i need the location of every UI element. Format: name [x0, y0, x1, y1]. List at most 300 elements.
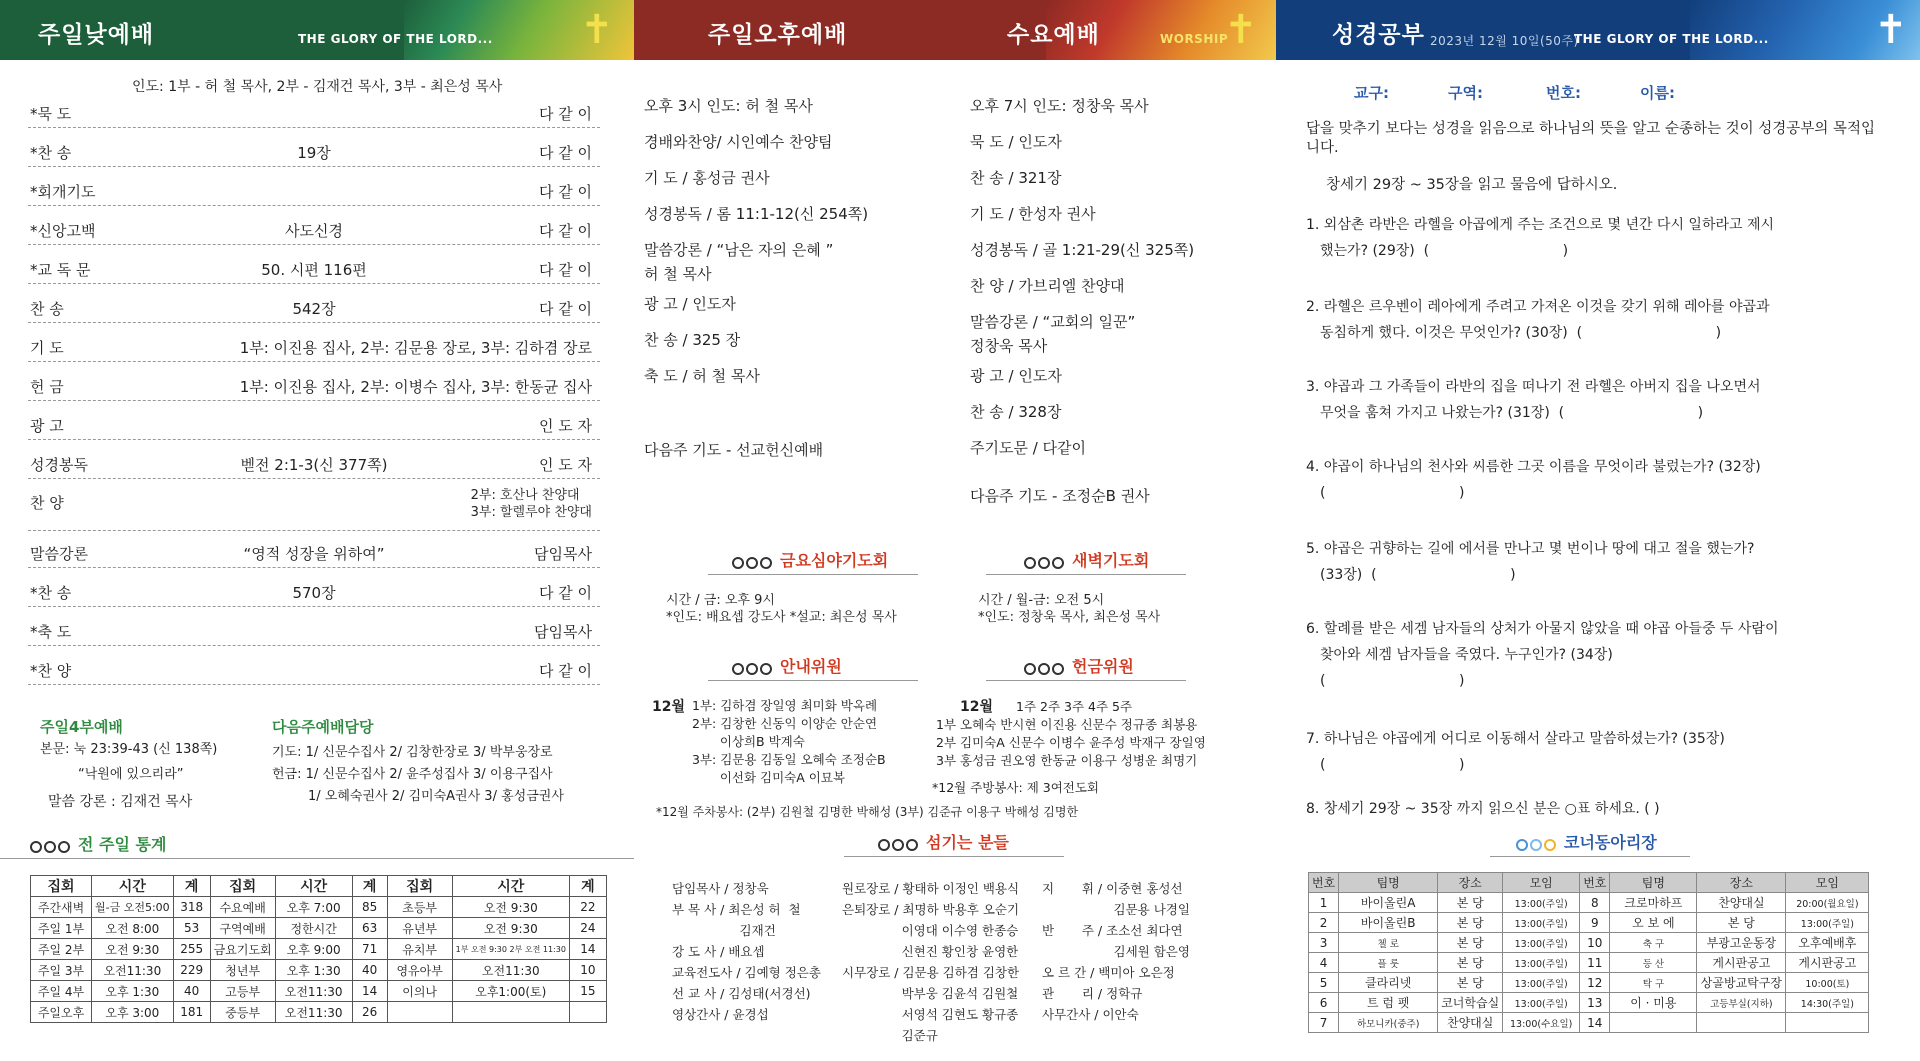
list-item: 주기도문 / 다같이 — [970, 439, 1087, 457]
stats-cell: 40 — [352, 960, 387, 981]
list-item: 김세원 함은영 — [1042, 944, 1190, 959]
order-row — [28, 292, 600, 323]
club-cell: 20:00(월요일) — [1786, 893, 1869, 913]
list-item: 선 교 사 / 김성태(서경선) — [672, 986, 811, 1001]
question-item — [1306, 796, 1896, 822]
list-item: 찬 송 / 325 장 — [644, 331, 741, 349]
order-item-name: *신앙고백 — [30, 222, 96, 240]
club-cell: 14:30(주일) — [1786, 993, 1869, 1013]
fourth-service-text: 본문: 눅 23:39-43 (신 138쪽) — [40, 742, 218, 757]
club-header-cell: 장소 — [1438, 873, 1503, 893]
club-cell: 본 당 — [1438, 953, 1503, 973]
cross-icon: ✝ — [1874, 7, 1908, 53]
table-row — [31, 960, 607, 981]
bible-study-banner — [1276, 0, 1920, 60]
order-item-detail: 542장 — [292, 300, 336, 318]
parking-service-note: *12월 주차봉사: (2부) 김원철 김명한 박해성 (3부) 김준규 이용구 박해성 김명한 — [656, 805, 1079, 819]
question-text: 8. 창세기 29장 ~ 35장 까지 읽으신 분은 ○표 하세요. ( ) — [1306, 801, 1660, 817]
order-row — [28, 615, 600, 646]
list-item: 부 목 사 / 최은성 허 철 — [672, 902, 801, 917]
order-item-name: *축 도 — [30, 623, 72, 641]
offering-heading: 헌금위원 — [1024, 654, 1134, 677]
question-text: 6. 할례를 받은 세겜 남자들의 상처가 아물지 않았을 때 야곱 아들중 두 사람이 — [1306, 621, 1779, 637]
stats-cell: 정한시간 — [275, 918, 352, 939]
question-item — [1306, 454, 1896, 506]
stats-cell: 주일 2부 — [31, 939, 92, 960]
club-cell: 바이올린B — [1339, 913, 1438, 933]
order-row — [28, 654, 600, 685]
club-cell: 13 — [1580, 993, 1610, 1013]
offering-list — [936, 716, 1206, 770]
table-row — [1309, 913, 1869, 933]
stats-cell: 오전 9:30 — [452, 918, 569, 939]
order-item-choirs — [471, 487, 592, 521]
club-cell: 이 · 미용 — [1610, 993, 1697, 1013]
stats-cell: 이의나 — [387, 981, 452, 1002]
stats-cell: 오전 9:30 — [452, 897, 569, 918]
club-cell: 본 당 — [1438, 973, 1503, 993]
list-item: 기 도 / 한성자 권사 — [970, 205, 1096, 223]
list-item: 기 도 / 홍성금 권사 — [644, 169, 770, 187]
sunday-morning-panel — [0, 0, 634, 1061]
club-cell: 13:00(주일) — [1503, 973, 1580, 993]
bible-study-date: 2023년 12월 10일(50주) — [1430, 34, 1579, 48]
order-row — [28, 448, 600, 479]
order-item-name: *교 독 문 — [30, 261, 91, 279]
stats-heading: 전 주일 통계 — [30, 832, 166, 855]
stats-cell: 오후 9:00 — [275, 939, 352, 960]
order-item-detail: 1부: 이진용 집사, 2부: 김문용 장로, 3부: 김하겸 장로 — [239, 339, 592, 357]
study-instruction: 창세기 29장 ~ 35장을 읽고 물음에 답하시오. — [1326, 177, 1618, 193]
serve-heading: 섬기는 분들 — [878, 830, 1009, 853]
stats-cell: 주간새벽 — [31, 897, 92, 918]
worship-leaders: 인도: 1부 - 허 철 목사, 2부 - 김재건 목사, 3부 - 최은성 목사 — [132, 79, 503, 95]
stats-cell: 주일오후 — [31, 1002, 92, 1023]
club-cell: 트 럼 펫 — [1339, 993, 1438, 1013]
offering-weeks: 1주 2주 3주 4주 5주 — [1016, 699, 1133, 714]
stats-cell: 15 — [569, 981, 606, 1002]
stats-cell: 주일 4부 — [31, 981, 92, 1002]
answer-blank[interactable]: (33장) ( ) — [1320, 567, 1516, 583]
order-row — [28, 97, 600, 128]
list-item: 광 고 / 인도자 — [970, 367, 1062, 385]
order-item-detail: 사도신경 — [285, 222, 343, 240]
order-item-name: 광 고 — [30, 417, 64, 435]
order-item-name: *찬 송 — [30, 144, 72, 162]
cross-icon: ✝ — [1224, 7, 1258, 53]
club-cell: 첼 로 — [1339, 933, 1438, 953]
stats-cell: 318 — [173, 897, 210, 918]
club-header-cell: 모임 — [1786, 873, 1869, 893]
order-item-leader: 다 같 이 — [538, 105, 592, 123]
stats-cell: 청년부 — [210, 960, 275, 981]
order-item-detail: 벧전 2:1-3(신 377쪽) — [240, 456, 388, 474]
list-item: 서영석 김현도 황규종 — [842, 1007, 1019, 1022]
order-item-name: 찬 양 — [30, 494, 64, 512]
list-item: 묵 도 / 인도자 — [970, 133, 1062, 151]
order-item-leader: 인 도 자 — [538, 417, 592, 435]
list-item: 김문용 나경일 — [1042, 902, 1190, 917]
list-item: 사무간사 / 이안숙 — [1042, 1007, 1139, 1022]
stats-cell: 고등부 — [210, 981, 275, 1002]
list-item: 1부 오혜숙 반시현 이진용 신문수 정규종 최봉용 — [936, 717, 1198, 732]
club-cell: 5 — [1309, 973, 1339, 993]
club-header-cell: 번호 — [1580, 873, 1610, 893]
list-item: 1부: 김하겸 장일영 최미화 박옥례 — [692, 698, 878, 713]
stats-cell: 14 — [569, 939, 606, 960]
order-item-leader: 다 같 이 — [538, 183, 592, 201]
stats-cell: 금요기도회 — [210, 939, 275, 960]
club-cell: 6 — [1309, 993, 1339, 1013]
list-item: 영상간사 / 윤경섭 — [672, 1007, 769, 1022]
club-cell — [1697, 1013, 1786, 1033]
stats-cell: 26 — [352, 1002, 387, 1023]
stats-cell — [569, 1002, 606, 1023]
study-intro: 답을 맞추기 보다는 성경을 읽음으로 하나님의 뜻을 알고 순종하는 것이 성경공부의 목적입니다. — [1306, 121, 1875, 156]
stats-cell: 40 — [173, 981, 210, 1002]
order-item-leader: 다 같 이 — [538, 584, 592, 602]
stats-cell: 85 — [352, 897, 387, 918]
list-item: 찬 송 / 321장 — [970, 169, 1062, 187]
question-text: 5. 야곱은 귀향하는 길에 에서를 만나고 몇 번이나 땅에 대고 절을 했는가? — [1306, 541, 1755, 557]
stats-cell: 오전11:30 — [275, 981, 352, 1002]
stats-cell: 오후 3:00 — [92, 1002, 174, 1023]
club-cell: 플 룻 — [1339, 953, 1438, 973]
club-cell: 본 당 — [1438, 913, 1503, 933]
table-row — [1309, 973, 1869, 993]
club-cell: 8 — [1580, 893, 1610, 913]
name-field[interactable]: 이름: — [1640, 84, 1675, 102]
table-row — [1309, 993, 1869, 1013]
club-cell: 게시판공고 — [1786, 953, 1869, 973]
order-item-leader: 다 같 이 — [538, 300, 592, 318]
list-item: 찬 송 / 328장 — [970, 403, 1062, 421]
order-item-leader: 담임목사 — [534, 545, 592, 563]
choir-3: 3부: 할렐루야 찬양대 — [470, 505, 592, 520]
friday-time: 시간 / 금: 오후 9시 — [666, 593, 775, 608]
stats-cell: 오전 9:30 — [92, 939, 174, 960]
stats-cell: 중등부 — [210, 1002, 275, 1023]
list-item: 시무장로 / 김문용 김하겸 김창한 — [842, 965, 1020, 980]
stats-cell: 오전11:30 — [452, 960, 569, 981]
answer-blank[interactable]: ( ) — [1320, 757, 1465, 773]
club-cell: 7 — [1309, 1013, 1339, 1033]
question-text: 1. 외삼촌 라반은 라헬을 아곱에게 주는 조건으로 몇 년간 다시 일하라고 제시 — [1306, 217, 1775, 233]
stats-header-cell: 시간 — [452, 876, 569, 897]
stats-header-cell: 집회 — [210, 876, 275, 897]
next-week-offering-2: 1/ 오혜숙권사 2/ 김미숙A권사 3/ 홍성금권사 — [308, 789, 564, 804]
dawn-time: 시간 / 월-금: 오전 5시 — [978, 593, 1105, 608]
next-week-offering: 헌금: 1/ 신문수집사 2/ 윤주성집사 3/ 이용구집사 — [272, 767, 553, 782]
order-row — [28, 537, 600, 568]
club-cell: 찬양대실 — [1697, 893, 1786, 913]
list-item: 이영대 이수영 한종승 — [842, 923, 1019, 938]
list-item: 찬 양 / 가브리엘 찬양대 — [970, 277, 1125, 295]
club-header-cell: 장소 — [1697, 873, 1786, 893]
answer-blank[interactable]: 무엇을 훔쳐 가지고 나왔는가? (31장) ( ) — [1320, 405, 1704, 421]
bible-study-title: 성경공부 — [1332, 22, 1425, 48]
club-cell: 13:00(주일) — [1503, 913, 1580, 933]
stats-cell: 오전11:30 — [92, 960, 174, 981]
next-week-prayer: 기도: 1/ 신문수집사 2/ 김창한장로 3/ 박부웅장로 — [272, 745, 553, 760]
order-row — [28, 175, 600, 206]
club-cell: 13:00(주일) — [1503, 953, 1580, 973]
order-item-name: 말씀강론 — [30, 545, 88, 563]
answer-blank[interactable]: 찾아와 세겜 남자들을 죽였다. 누구인가? (34장) — [1320, 647, 1613, 663]
answer-blank[interactable]: 동침하게 했다. 이것은 무엇인가? (30장) ( ) — [1320, 325, 1722, 341]
order-item-leader: 다 같 이 — [538, 261, 592, 279]
wednesday-title: 수요예배 — [1007, 22, 1100, 48]
order-row — [28, 370, 600, 401]
order-row — [28, 331, 600, 362]
dawn-leader: *인도: 정창욱 목사, 최은성 목사 — [978, 610, 1161, 625]
club-header-cell: 팀명 — [1610, 873, 1697, 893]
answer-blank[interactable]: ( ) — [1320, 485, 1465, 501]
club-heading: 코너동아리장 — [1516, 830, 1657, 853]
stats-cell: 229 — [173, 960, 210, 981]
club-header-cell: 모임 — [1503, 873, 1580, 893]
friday-heading: 금요심야기도회 — [732, 548, 888, 571]
kitchen-service-note: *12월 주방봉사: 제 3여전도회 — [932, 780, 1099, 795]
order-row — [28, 136, 600, 167]
club-header-cell: 팀명 — [1339, 873, 1438, 893]
stats-header-cell: 시간 — [92, 876, 174, 897]
stats-cell: 주일 1부 — [31, 918, 92, 939]
question-text: 4. 야곱이 하나님의 천사와 씨름한 그곳 이름을 무엇이라 불렀는가? (32장) — [1306, 459, 1761, 475]
stats-cell: 오후1:00(토) — [452, 981, 569, 1002]
list-item: 3부: 김문용 김동일 오혜숙 조정순B — [692, 752, 886, 767]
answer-blank[interactable]: ( ) — [1320, 673, 1465, 689]
stats-header-cell: 집회 — [387, 876, 452, 897]
fourth-service-title: 주일4부예배 — [40, 718, 123, 736]
afternoon-order — [644, 88, 868, 394]
club-cell: 부광고운동장 — [1697, 933, 1786, 953]
stats-header-cell: 계 — [173, 876, 210, 897]
club-cell: 2 — [1309, 913, 1339, 933]
stats-cell: 유치부 — [387, 939, 452, 960]
order-item-leader: 담임목사 — [534, 623, 592, 641]
banner-subtitle: THE GLORY OF THE LORD... — [1574, 32, 1769, 46]
cell-field[interactable]: 구역: — [1448, 84, 1483, 102]
order-item-name: 성경봉독 — [30, 456, 88, 474]
club-cell: 본 당 — [1438, 893, 1503, 913]
list-item: 광 고 / 인도자 — [644, 295, 736, 313]
list-item: 교육전도사 / 김예형 정은총 — [672, 965, 821, 980]
order-row — [28, 576, 600, 607]
list-item: 허 철 목사 — [644, 265, 712, 283]
afternoon-banner — [634, 0, 1276, 60]
offering-month: 12월 — [960, 699, 994, 715]
list-item: 2부 김미숙A 신문수 이병수 윤주성 박재구 장일영 — [936, 735, 1206, 750]
club-cell: 등 산 — [1610, 953, 1697, 973]
afternoon-wednesday-panel — [634, 0, 1276, 1061]
stats-cell: 유년부 — [387, 918, 452, 939]
order-item-leader: 다 같 이 — [538, 222, 592, 240]
question-item — [1306, 374, 1896, 426]
order-item-detail: 570장 — [292, 584, 336, 602]
club-cell: 12 — [1580, 973, 1610, 993]
club-cell: 오후예배후 — [1786, 933, 1869, 953]
club-cell — [1786, 1013, 1869, 1033]
bible-study-panel — [1276, 0, 1920, 1061]
stats-header-cell: 집회 — [31, 876, 92, 897]
sunday-morning-banner — [0, 0, 634, 60]
cross-icon: ✝ — [580, 7, 614, 53]
fourth-service-sermon-title: “낙원에 있으리라” — [78, 767, 184, 782]
usher-heading: 안내위원 — [732, 654, 842, 677]
order-item-name: *찬 송 — [30, 584, 72, 602]
list-item: 말씀강론 / “남은 자의 은혜 ” — [644, 241, 834, 259]
list-item: 관 리 / 정학규 — [1042, 986, 1143, 1001]
list-item: 정창욱 목사 — [970, 337, 1048, 355]
staff-list — [672, 878, 821, 1025]
order-item-detail: “영적 성장을 위하여” — [243, 545, 385, 563]
order-item-name: *묵 도 — [30, 105, 72, 123]
order-item-name: 찬 송 — [30, 300, 64, 318]
list-item: 이선화 김미숙A 이묘복 — [692, 770, 845, 785]
stats-cell: 영유아부 — [387, 960, 452, 981]
afternoon-title: 주일오후예배 — [708, 22, 848, 48]
stats-cell: 오전 8:00 — [92, 918, 174, 939]
club-cell: 게시판공고 — [1697, 953, 1786, 973]
question-text: 3. 야곱과 그 가족들이 라반의 집을 떠나기 전 라헬은 아버지 집을 나오면서 — [1306, 379, 1761, 395]
club-cell: 축 구 — [1610, 933, 1697, 953]
stats-cell: 22 — [569, 897, 606, 918]
usher-month: 12월 — [652, 699, 686, 715]
list-item: 원로장로 / 황태하 이정인 백용식 — [842, 881, 1020, 896]
club-cell: 클라리넷 — [1339, 973, 1438, 993]
list-item: 3부 홍성금 권오영 한동균 이용구 성병운 최명기 — [936, 753, 1198, 768]
music-admin-list — [1042, 878, 1190, 1025]
list-item: 성경봉독 / 롬 11:1-12(신 254쪽) — [644, 205, 869, 223]
list-item: 이상희B 박계숙 — [692, 734, 805, 749]
order-row — [28, 253, 600, 284]
fourth-service-preacher: 말씀 강론 : 김재건 목사 — [48, 794, 193, 810]
club-cell: 1 — [1309, 893, 1339, 913]
club-cell: 코너학습실 — [1438, 993, 1503, 1013]
stats-cell: 63 — [352, 918, 387, 939]
question-text: 2. 라헬은 르우벤이 레아에게 주려고 가져온 이것을 갖기 위해 레아를 야곱과 — [1306, 299, 1770, 315]
table-row — [1309, 933, 1869, 953]
order-item-leader: 인 도 자 — [538, 456, 592, 474]
table-row — [31, 918, 607, 939]
order-item-leader: 다 같 이 — [538, 662, 592, 680]
stats-cell: 수요예배 — [210, 897, 275, 918]
stats-cell — [452, 1002, 569, 1023]
order-item-name: 헌 금 — [30, 378, 64, 396]
dawn-heading: 새벽기도회 — [1024, 548, 1149, 571]
table-row — [31, 1002, 607, 1023]
question-item — [1306, 536, 1896, 588]
wednesday-next-prayer: 다음주 기도 - 조정순B 권사 — [970, 487, 1150, 505]
stats-cell: 255 — [173, 939, 210, 960]
club-cell: 13:00(주일) — [1503, 893, 1580, 913]
club-cell: 고등부실(지하) — [1697, 993, 1786, 1013]
dots-icon — [30, 841, 72, 853]
stats-cell: 초등부 — [387, 897, 452, 918]
district-field[interactable]: 교구: — [1354, 84, 1389, 102]
list-item: 반 주 / 조소선 최다연 — [1042, 923, 1183, 938]
worship-label: WORSHIP — [1160, 32, 1229, 46]
list-item: 오 르 간 / 백미아 오은정 — [1042, 965, 1175, 980]
table-row — [1309, 893, 1869, 913]
stats-header — [31, 876, 607, 897]
stats-cell: 24 — [569, 918, 606, 939]
choir-2: 2부: 호산나 찬양대 — [470, 488, 580, 503]
list-item: 경배와찬양/ 시인예수 찬양팀 — [644, 133, 833, 151]
number-field[interactable]: 번호: — [1546, 84, 1581, 102]
list-item: 김재건 — [672, 923, 776, 938]
list-item: 박부웅 김윤석 김원철 — [842, 986, 1019, 1001]
list-item: 김준규 — [842, 1028, 938, 1043]
club-cell: 본 당 — [1438, 933, 1503, 953]
stats-cell: 오후 1:30 — [92, 981, 174, 1002]
club-cell: 13:00(주일) — [1503, 933, 1580, 953]
order-row — [28, 214, 600, 245]
stats-table — [30, 875, 607, 1023]
table-row — [1309, 953, 1869, 973]
stats-cell: 구역예배 — [210, 918, 275, 939]
club-cell: 바이올린A — [1339, 893, 1438, 913]
stats-header-cell: 계 — [352, 876, 387, 897]
stats-cell: 14 — [352, 981, 387, 1002]
stats-cell: 71 — [352, 939, 387, 960]
order-item-detail: 19장 — [297, 144, 331, 162]
club-cell: 상골방교탁구장 — [1697, 973, 1786, 993]
club-header-cell: 번호 — [1309, 873, 1339, 893]
club-header — [1309, 873, 1869, 893]
table-row — [31, 939, 607, 960]
order-item-detail: 1부: 이진용 집사, 2부: 이병수 집사, 3부: 한동균 집사 — [239, 378, 592, 396]
list-item: 오후 3시 인도: 허 철 목사 — [644, 97, 813, 115]
order-item-name: *찬 양 — [30, 662, 72, 680]
table-row — [31, 897, 607, 918]
list-item: 담임목사 / 정창욱 — [672, 881, 769, 896]
club-cell: 탁 구 — [1610, 973, 1697, 993]
stats-cell — [387, 1002, 452, 1023]
answer-blank[interactable]: 했는가? (29장) ( ) — [1320, 243, 1569, 259]
club-table — [1308, 872, 1869, 1033]
order-item-name: *회개기도 — [30, 183, 96, 201]
question-item — [1306, 212, 1896, 264]
club-cell: 3 — [1309, 933, 1339, 953]
question-text: 7. 하나님은 야곱에게 어디로 이동해서 살라고 말씀하셨는가? (35장) — [1306, 731, 1725, 747]
order-row — [28, 486, 600, 531]
order-item-name: 기 도 — [30, 339, 64, 357]
stats-cell: 오후 1:30 — [275, 960, 352, 981]
list-item: 성경봉독 / 골 1:21-29(신 325쪽) — [970, 241, 1195, 259]
stats-cell: 주일 3부 — [31, 960, 92, 981]
next-week-title: 다음주예배담당 — [272, 718, 374, 736]
list-item: 말씀강론 / “교회의 일꾼” — [970, 313, 1136, 331]
list-item: 은퇴장로 / 최명하 박용후 오순기 — [842, 902, 1020, 917]
list-item: 신현진 황인창 윤영한 — [842, 944, 1019, 959]
stats-cell: 오전11:30 — [275, 1002, 352, 1023]
stats-cell: 181 — [173, 1002, 210, 1023]
table-row — [1309, 1013, 1869, 1033]
stats-header-cell: 시간 — [275, 876, 352, 897]
club-cell: 11 — [1580, 953, 1610, 973]
club-cell: 13:00(주일) — [1503, 993, 1580, 1013]
stats-cell: 오후 7:00 — [275, 897, 352, 918]
club-cell: 크로마하프 — [1610, 893, 1697, 913]
list-item: 강 도 사 / 배요셉 — [672, 944, 765, 959]
list-item: 2부: 김창한 신동익 이양순 안순연 — [692, 716, 878, 731]
club-cell: 하모니카(중주) — [1339, 1013, 1438, 1033]
list-item: 축 도 / 허 철 목사 — [644, 367, 760, 385]
order-item-detail: 50. 시편 116편 — [261, 261, 367, 279]
club-cell: 본 당 — [1697, 913, 1786, 933]
